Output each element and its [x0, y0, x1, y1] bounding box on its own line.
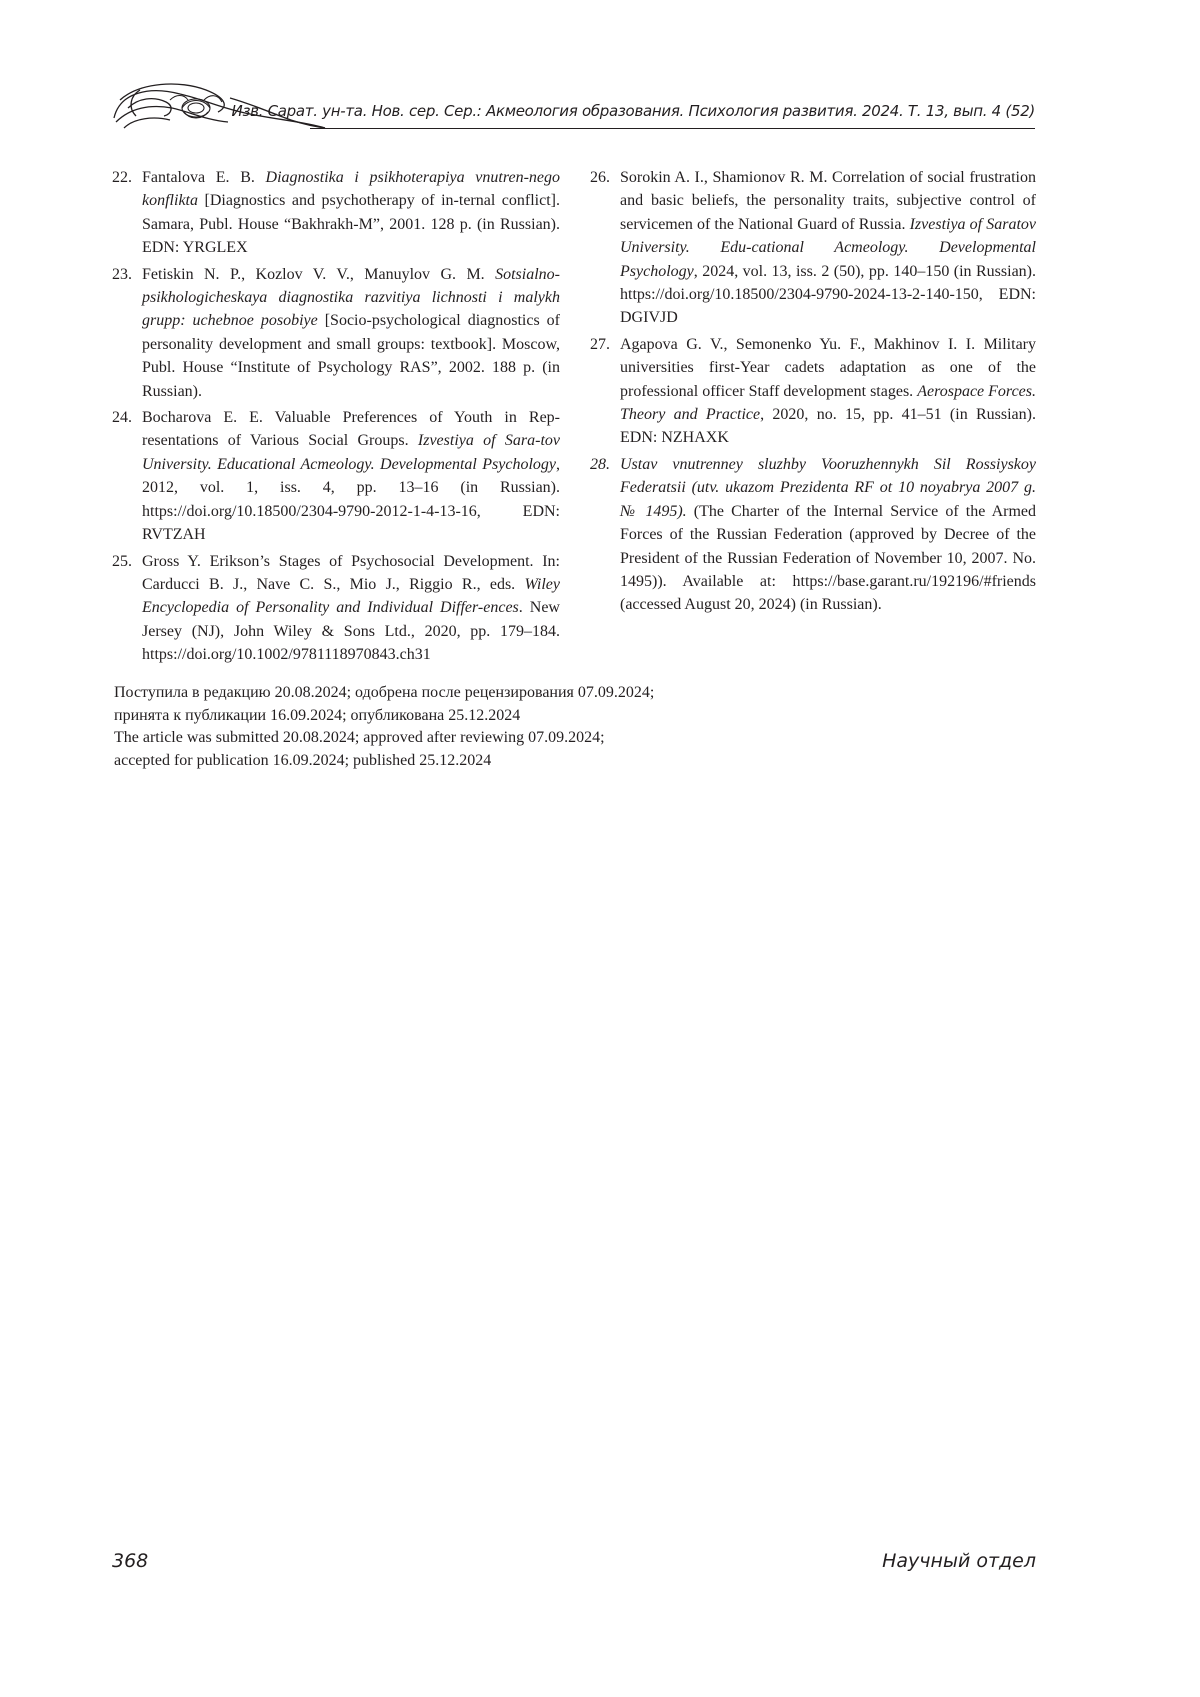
reference-segment: Fetiskin N. P., Kozlov V. V., Manuylov G. M. — [142, 266, 495, 283]
reference-number: 27. — [590, 333, 620, 450]
reference-italic-segment: Izvestiya of Sara-tov University. Educational Acmeology. Developmental Psychology — [142, 432, 560, 472]
reference-text — [142, 406, 560, 546]
reference-italic-segment: Ustav vnutrenney sluzhby Vooruzhennykh Sil Rossiyskoy Federatsii (utv. ukazom Prezidenta RF ot 10 noyabrya 2007 g. № 1495). — [620, 456, 1036, 520]
references-left-column — [112, 166, 560, 670]
reference-text — [620, 333, 1036, 450]
reference-item — [112, 406, 560, 546]
reference-text — [142, 166, 560, 260]
reference-segment: Fantalova E. B. — [142, 169, 266, 186]
reference-segment: Sorokin A. I., Shamionov R. M. Correlation of social frustration and basic beliefs, the personality traits, subjective control of servicemen of the National Guard of Russia. — [620, 169, 1036, 233]
reference-item — [590, 333, 1036, 450]
reference-italic-segment: Diagnostika i psikhoterapiya vnutren-nego konflikta — [142, 169, 560, 209]
reference-number: 25. — [112, 550, 142, 667]
reference-number: 26. — [590, 166, 620, 330]
header-rule — [310, 128, 1035, 129]
reference-segment: , 2012, vol. 1, iss. 4, pp. 13–16 (in Russian). https://doi.org/10.18500/2304-9790-2012-1-4-13-16, EDN: RVTZAH — [142, 456, 560, 543]
reference-segment: Bocharova E. E. Valuable Preferences of Youth in Rep-resentations of Various Social Groups. — [142, 409, 560, 449]
reference-number: 23. — [112, 263, 142, 403]
references-right-column — [590, 166, 1036, 620]
reference-segment: , 2024, vol. 13, iss. 2 (50), pp. 140–150 (in Russian). https://doi.org/10.18500/2304-9790-2024-13-2-140-150, EDN: DGIVJD — [620, 263, 1036, 327]
reference-segment: (The Charter of the Internal Service of the Armed Forces of the Russian Federation (approved by Decree of the President of the Russian Federation of November 10, 2007. No. 1495)). Available at: https://base.garant.ru/192196/#friends (accessed August 20, 2024) (in Russian). — [620, 503, 1036, 614]
reference-italic-segment: Izvestiya of Saratov University. Edu-cational Acmeology. Developmental Psychology — [620, 216, 1036, 280]
reference-item — [590, 166, 1036, 330]
history-en-line-1: The article was submitted 20.08.2024; approved after reviewing 07.09.2024; — [114, 727, 814, 750]
reference-segment: Agapova G. V., Semonenko Yu. F., Makhinov I. I. Military universities first-Year cadets adaptation as one of the professional officer Staff development stages. — [620, 336, 1036, 400]
reference-italic-segment: Wiley Encyclopedia of Personality and Individual Differ-ences — [142, 576, 560, 616]
journal-citation-line: Изв. Сарат. ун-та. Нов. сер. Сер.: Акмеология образования. Психология развития. 2024. Т. 13, вып. 4 (52) — [232, 102, 1035, 120]
reference-item — [112, 166, 560, 260]
reference-text — [142, 263, 560, 403]
reference-segment: [Diagnostics and psychotherapy of in-ternal conflict]. Samara, Publ. House “Bakhrakh-M”, 2001. 128 p. (in Russian). EDN: YRGLEX — [142, 192, 560, 256]
reference-number: 22. — [112, 166, 142, 260]
section-name: Научный отдел — [882, 1550, 1036, 1572]
article-history — [114, 682, 814, 772]
reference-text — [620, 166, 1036, 330]
reference-italic-segment: Aerospace Forces. Theory and Practice — [620, 383, 1036, 423]
reference-number: 24. — [112, 406, 142, 546]
reference-segment: Gross Y. Erikson’s Stages of Psychosocial Development. In: Carducci B. J., Nave C. S., Mio J., Riggio R., eds. — [142, 553, 560, 593]
reference-item — [112, 263, 560, 403]
reference-segment: [Socio-psychological diagnostics of personality development and small groups: textbook]. Moscow, Publ. House “Institute of Psychology RAS”, 2002. 188 p. (in Russian). — [142, 312, 560, 399]
running-header — [110, 78, 1035, 138]
reference-text — [142, 550, 560, 667]
reference-text — [620, 453, 1036, 617]
reference-italic-segment: Sotsialno-psikhologicheskaya diagnostika razvitiya lichnosti i malykh grupp: uchebnoe posobiye — [142, 266, 560, 330]
reference-item — [590, 453, 1036, 617]
reference-number: 28. — [590, 453, 620, 617]
history-ru-line-2: принята к публикации 16.09.2024; опубликована 25.12.2024 — [114, 705, 814, 728]
history-en-line-2: accepted for publication 16.09.2024; published 25.12.2024 — [114, 750, 814, 773]
reference-segment: , 2020, no. 15, pp. 41–51 (in Russian). EDN: NZHAXK — [620, 406, 1036, 446]
history-ru-line-1: Поступила в редакцию 20.08.2024; одобрена после рецензирования 07.09.2024; — [114, 682, 814, 705]
page-number: 368 — [112, 1550, 148, 1572]
reference-segment: . New Jersey (NJ), John Wiley & Sons Ltd., 2020, pp. 179–184. https://doi.org/10.1002/9781118970843.ch31 — [142, 599, 560, 663]
page-footer — [112, 1550, 1036, 1580]
reference-item — [112, 550, 560, 667]
